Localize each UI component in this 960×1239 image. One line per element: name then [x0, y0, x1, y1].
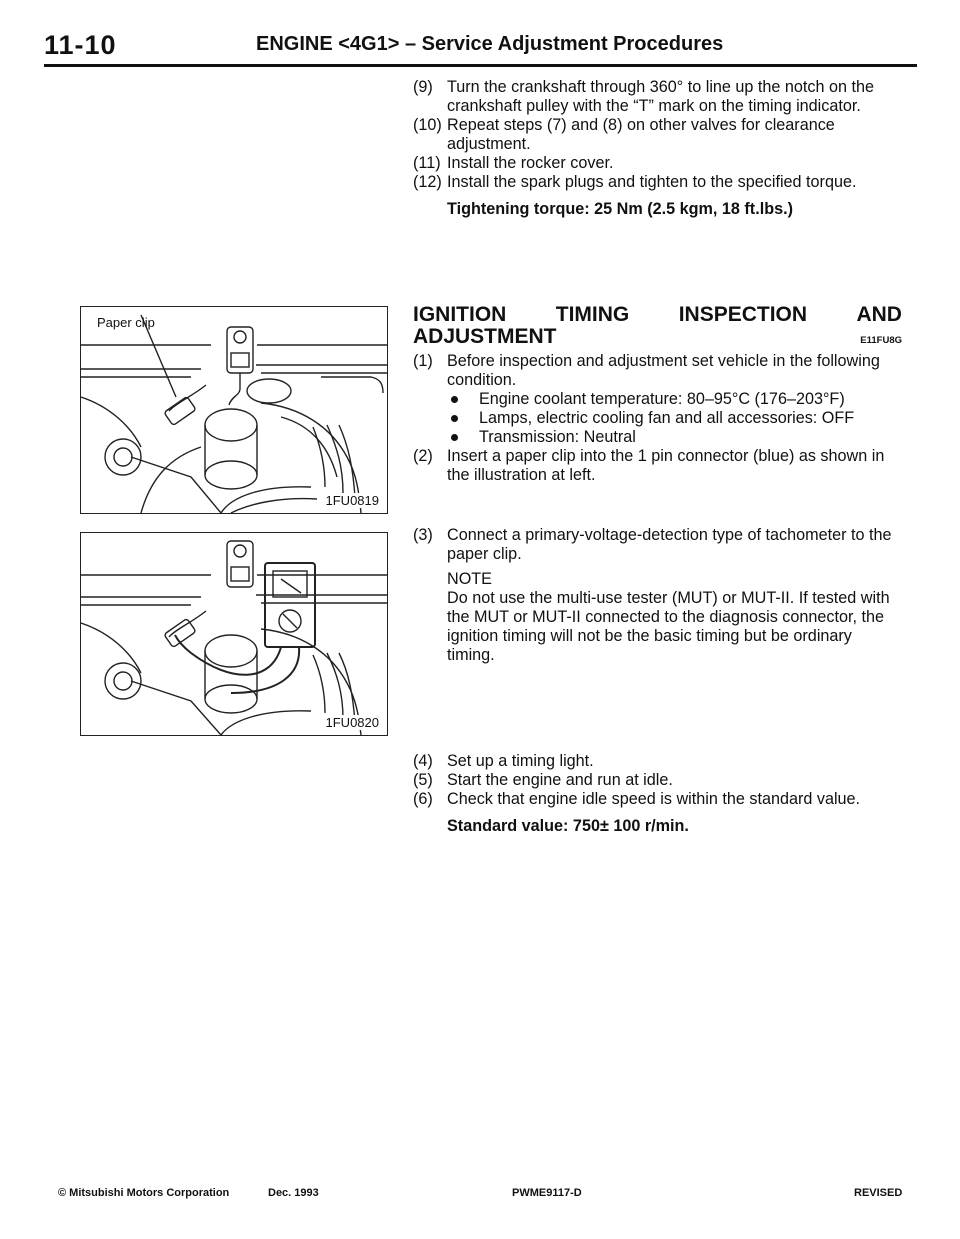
figure-code: 1FU0819 — [325, 493, 379, 508]
note-text: Do not use the multi-use tester (MUT) or MUT-II. If tested with the MUT or MUT-II connected to the diagnosis connector, the ignition timing will not be the basic timing but be ordinary timing. — [447, 589, 890, 664]
steps-block-a — [413, 352, 903, 485]
list-item: Transmission: Neutral — [447, 428, 903, 447]
step-9: (9) Turn the crankshaft through 360° to line up the notch on the crankshaft pulley with the “T” mark on the timing indicator. — [413, 78, 875, 115]
intro-steps — [413, 78, 903, 219]
step-1: (1) Before inspection and adjustment set vehicle in the following condition. — [413, 352, 880, 389]
engine-illustration-1 — [81, 307, 387, 513]
page-header — [44, 22, 916, 68]
footer-doc-code: PWME9117-D — [512, 1187, 582, 1199]
step-2: (2) Insert a paper clip into the 1 pin connector (blue) as shown in the illustration at left. — [413, 447, 885, 484]
bullet-icon — [451, 434, 458, 441]
step-11: (11) Install the rocker cover. — [413, 154, 614, 172]
steps-block-c — [413, 752, 903, 836]
step-12: (12) Install the spark plugs and tighten to the specified torque. — [413, 173, 857, 191]
list-item: Engine coolant temperature: 80–95°C (176–203°F) — [447, 390, 903, 409]
step-10: (10) Repeat steps (7) and (8) on other valves for clearance adjustment. — [413, 116, 835, 153]
figure-tachometer — [80, 532, 388, 736]
standard-value: Standard value: 750± 100 r/min. — [447, 817, 689, 835]
section-code: E11FU8G — [860, 335, 902, 346]
step-5: (5) Start the engine and run at idle. — [413, 771, 673, 789]
figure-paper-clip — [80, 306, 388, 514]
footer-copyright: © Mitsubishi Motors Corporation — [58, 1187, 230, 1199]
note-label: NOTE — [447, 570, 492, 588]
page-number: 11-10 — [44, 30, 117, 60]
condition-list — [413, 390, 903, 447]
bullet-icon — [451, 415, 458, 422]
footer-date: Dec. 1993 — [268, 1187, 319, 1199]
steps-block-b — [413, 526, 903, 665]
engine-illustration-2 — [81, 533, 387, 735]
step-4: (4) Set up a timing light. — [413, 752, 594, 770]
torque-spec: Tightening torque: 25 Nm (2.5 kgm, 18 ft.lbs.) — [447, 200, 793, 218]
list-item: Lamps, electric cooling fan and all accessories: OFF — [447, 409, 903, 428]
header-rule — [44, 64, 917, 67]
step-6: (6) Check that engine idle speed is within the standard value. — [413, 790, 861, 808]
figure-code: 1FU0820 — [325, 715, 379, 730]
page-title: ENGINE <4G1> – Service Adjustment Procedures — [256, 33, 724, 55]
figure-label-paper-clip: Paper clip — [97, 315, 155, 330]
footer-status: REVISED — [854, 1187, 903, 1199]
step-3: (3) Connect a primary-voltage-detection type of tachometer to the paper clip. — [413, 526, 892, 563]
section-title: IGNITION TIMING INSPECTION AND ADJUSTMENT E11FU8G — [413, 304, 902, 352]
bullet-icon — [451, 396, 458, 403]
